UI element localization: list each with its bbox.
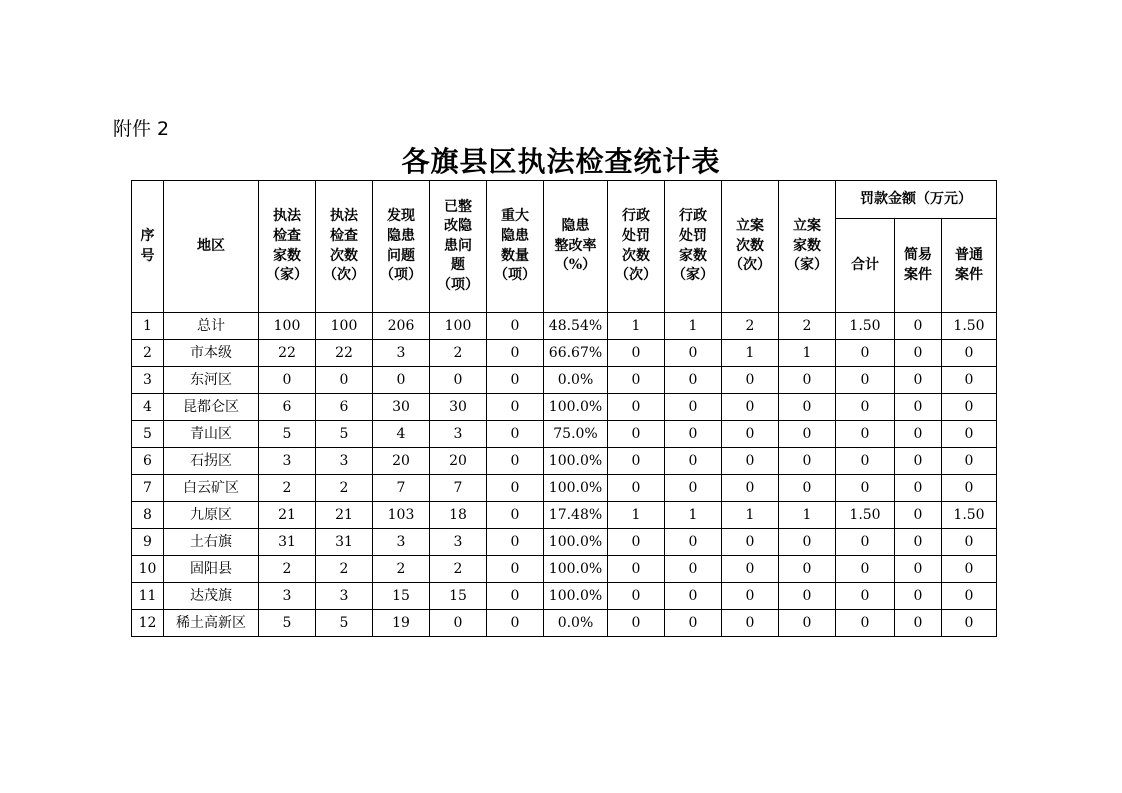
header-hazards-found: 发现 隐患 问题 （项） bbox=[373, 181, 430, 313]
table-row bbox=[132, 583, 997, 610]
cell-seq: 2 bbox=[132, 340, 164, 367]
attachment-label: 附件 2 bbox=[113, 118, 170, 140]
cell-hazards-rectified: 7 bbox=[430, 475, 487, 502]
cell-fine-simple: 0 bbox=[895, 313, 942, 340]
cell-fine-normal: 0 bbox=[942, 340, 997, 367]
cell-inspection-times: 5 bbox=[316, 610, 373, 637]
cell-region: 东河区 bbox=[164, 367, 259, 394]
cell-region: 固阳县 bbox=[164, 556, 259, 583]
cell-penalty-times: 1 bbox=[608, 313, 665, 340]
table-row bbox=[132, 610, 997, 637]
cell-rectify-rate: 100.0% bbox=[544, 475, 608, 502]
cell-fine-total: 0 bbox=[836, 448, 895, 475]
cell-rectify-rate: 17.48% bbox=[544, 502, 608, 529]
table-row bbox=[132, 367, 997, 394]
cell-case-firms: 0 bbox=[779, 610, 836, 637]
cell-hazards-found: 30 bbox=[373, 394, 430, 421]
cell-region: 九原区 bbox=[164, 502, 259, 529]
statistics-table bbox=[131, 180, 997, 637]
cell-inspected-firms: 5 bbox=[259, 421, 316, 448]
cell-fine-total: 0 bbox=[836, 421, 895, 448]
table-row bbox=[132, 313, 997, 340]
cell-case-times: 2 bbox=[722, 313, 779, 340]
table-row bbox=[132, 448, 997, 475]
cell-fine-total: 0 bbox=[836, 475, 895, 502]
cell-inspected-firms: 2 bbox=[259, 475, 316, 502]
cell-inspection-times: 100 bbox=[316, 313, 373, 340]
cell-inspection-times: 3 bbox=[316, 583, 373, 610]
cell-fine-normal: 0 bbox=[942, 610, 997, 637]
cell-penalty-firms: 0 bbox=[665, 367, 722, 394]
cell-hazards-found: 206 bbox=[373, 313, 430, 340]
cell-penalty-times: 0 bbox=[608, 367, 665, 394]
cell-case-firms: 1 bbox=[779, 340, 836, 367]
cell-penalty-firms: 0 bbox=[665, 421, 722, 448]
cell-penalty-firms: 1 bbox=[665, 313, 722, 340]
cell-fine-normal: 0 bbox=[942, 367, 997, 394]
cell-fine-total: 0 bbox=[836, 340, 895, 367]
cell-hazards-rectified: 3 bbox=[430, 529, 487, 556]
cell-hazards-found: 20 bbox=[373, 448, 430, 475]
cell-case-firms: 0 bbox=[779, 367, 836, 394]
cell-rectify-rate: 0.0% bbox=[544, 367, 608, 394]
cell-rectify-rate: 100.0% bbox=[544, 448, 608, 475]
header-penalty-firms: 行政 处罚 家数 （家） bbox=[665, 181, 722, 313]
cell-seq: 1 bbox=[132, 313, 164, 340]
cell-inspected-firms: 3 bbox=[259, 448, 316, 475]
table-row bbox=[132, 529, 997, 556]
cell-case-firms: 0 bbox=[779, 394, 836, 421]
page-title: 各旗县区执法检查统计表 bbox=[401, 145, 721, 178]
cell-fine-simple: 0 bbox=[895, 448, 942, 475]
cell-seq: 10 bbox=[132, 556, 164, 583]
cell-hazards-found: 3 bbox=[373, 340, 430, 367]
cell-case-firms: 0 bbox=[779, 448, 836, 475]
cell-region: 达茂旗 bbox=[164, 583, 259, 610]
cell-major-hazards: 0 bbox=[487, 502, 544, 529]
cell-penalty-times: 1 bbox=[608, 502, 665, 529]
cell-penalty-firms: 0 bbox=[665, 529, 722, 556]
cell-seq: 12 bbox=[132, 610, 164, 637]
cell-penalty-times: 0 bbox=[608, 421, 665, 448]
cell-penalty-firms: 0 bbox=[665, 475, 722, 502]
cell-seq: 5 bbox=[132, 421, 164, 448]
cell-fine-total: 0 bbox=[836, 556, 895, 583]
cell-region: 土右旗 bbox=[164, 529, 259, 556]
cell-fine-total: 0 bbox=[836, 367, 895, 394]
cell-case-times: 0 bbox=[722, 421, 779, 448]
cell-fine-simple: 0 bbox=[895, 394, 942, 421]
cell-case-firms: 0 bbox=[779, 475, 836, 502]
cell-hazards-rectified: 2 bbox=[430, 556, 487, 583]
header-penalty-times: 行政 处罚 次数 （次） bbox=[608, 181, 665, 313]
cell-fine-simple: 0 bbox=[895, 421, 942, 448]
cell-rectify-rate: 0.0% bbox=[544, 610, 608, 637]
cell-inspection-times: 21 bbox=[316, 502, 373, 529]
cell-region: 白云矿区 bbox=[164, 475, 259, 502]
cell-region: 石拐区 bbox=[164, 448, 259, 475]
cell-penalty-firms: 0 bbox=[665, 556, 722, 583]
cell-region: 稀土高新区 bbox=[164, 610, 259, 637]
cell-region: 总计 bbox=[164, 313, 259, 340]
cell-fine-normal: 1.50 bbox=[942, 313, 997, 340]
cell-penalty-times: 0 bbox=[608, 610, 665, 637]
cell-inspection-times: 3 bbox=[316, 448, 373, 475]
cell-major-hazards: 0 bbox=[487, 448, 544, 475]
cell-fine-normal: 1.50 bbox=[942, 502, 997, 529]
cell-case-times: 0 bbox=[722, 556, 779, 583]
cell-major-hazards: 0 bbox=[487, 340, 544, 367]
cell-fine-normal: 0 bbox=[942, 556, 997, 583]
header-case-times: 立案 次数 （次） bbox=[722, 181, 779, 313]
cell-penalty-times: 0 bbox=[608, 394, 665, 421]
cell-rectify-rate: 66.67% bbox=[544, 340, 608, 367]
cell-inspection-times: 2 bbox=[316, 475, 373, 502]
cell-fine-total: 1.50 bbox=[836, 313, 895, 340]
cell-case-times: 0 bbox=[722, 475, 779, 502]
cell-case-firms: 1 bbox=[779, 502, 836, 529]
cell-hazards-rectified: 20 bbox=[430, 448, 487, 475]
cell-region: 市本级 bbox=[164, 340, 259, 367]
cell-major-hazards: 0 bbox=[487, 421, 544, 448]
cell-fine-simple: 0 bbox=[895, 610, 942, 637]
cell-penalty-firms: 0 bbox=[665, 610, 722, 637]
cell-inspection-times: 2 bbox=[316, 556, 373, 583]
cell-case-times: 1 bbox=[722, 340, 779, 367]
cell-hazards-rectified: 2 bbox=[430, 340, 487, 367]
cell-hazards-found: 15 bbox=[373, 583, 430, 610]
cell-inspected-firms: 0 bbox=[259, 367, 316, 394]
cell-seq: 7 bbox=[132, 475, 164, 502]
cell-rectify-rate: 75.0% bbox=[544, 421, 608, 448]
header-inspection-times: 执法 检查 次数 （次） bbox=[316, 181, 373, 313]
cell-major-hazards: 0 bbox=[487, 313, 544, 340]
cell-penalty-times: 0 bbox=[608, 340, 665, 367]
cell-case-firms: 0 bbox=[779, 556, 836, 583]
cell-penalty-times: 0 bbox=[608, 475, 665, 502]
cell-inspection-times: 31 bbox=[316, 529, 373, 556]
cell-rectify-rate: 100.0% bbox=[544, 583, 608, 610]
header-case-firms: 立案 家数 （家） bbox=[779, 181, 836, 313]
cell-fine-normal: 0 bbox=[942, 394, 997, 421]
table-row bbox=[132, 340, 997, 367]
cell-fine-normal: 0 bbox=[942, 421, 997, 448]
cell-major-hazards: 0 bbox=[487, 583, 544, 610]
cell-seq: 8 bbox=[132, 502, 164, 529]
cell-hazards-rectified: 0 bbox=[430, 367, 487, 394]
cell-inspection-times: 5 bbox=[316, 421, 373, 448]
cell-fine-normal: 0 bbox=[942, 529, 997, 556]
cell-inspected-firms: 100 bbox=[259, 313, 316, 340]
header-region: 地区 bbox=[164, 181, 259, 313]
cell-case-times: 0 bbox=[722, 394, 779, 421]
cell-case-firms: 0 bbox=[779, 583, 836, 610]
cell-fine-simple: 0 bbox=[895, 529, 942, 556]
table-row bbox=[132, 475, 997, 502]
header-fine-normal: 普通 案件 bbox=[942, 219, 997, 313]
cell-case-firms: 0 bbox=[779, 421, 836, 448]
cell-major-hazards: 0 bbox=[487, 475, 544, 502]
table-row bbox=[132, 502, 997, 529]
cell-fine-total: 0 bbox=[836, 583, 895, 610]
cell-inspected-firms: 22 bbox=[259, 340, 316, 367]
cell-hazards-found: 4 bbox=[373, 421, 430, 448]
table-header bbox=[132, 181, 997, 313]
header-fine-simple: 简易 案件 bbox=[895, 219, 942, 313]
cell-hazards-rectified: 3 bbox=[430, 421, 487, 448]
table-body bbox=[132, 313, 997, 637]
cell-fine-simple: 0 bbox=[895, 556, 942, 583]
cell-hazards-found: 0 bbox=[373, 367, 430, 394]
cell-case-times: 0 bbox=[722, 583, 779, 610]
cell-major-hazards: 0 bbox=[487, 394, 544, 421]
cell-seq: 11 bbox=[132, 583, 164, 610]
cell-fine-normal: 0 bbox=[942, 448, 997, 475]
cell-inspection-times: 6 bbox=[316, 394, 373, 421]
cell-rectify-rate: 48.54% bbox=[544, 313, 608, 340]
cell-hazards-rectified: 15 bbox=[430, 583, 487, 610]
cell-penalty-firms: 0 bbox=[665, 448, 722, 475]
cell-fine-simple: 0 bbox=[895, 367, 942, 394]
cell-inspected-firms: 6 bbox=[259, 394, 316, 421]
cell-fine-total: 0 bbox=[836, 394, 895, 421]
cell-inspection-times: 0 bbox=[316, 367, 373, 394]
cell-hazards-rectified: 100 bbox=[430, 313, 487, 340]
cell-rectify-rate: 100.0% bbox=[544, 394, 608, 421]
cell-seq: 4 bbox=[132, 394, 164, 421]
cell-fine-total: 1.50 bbox=[836, 502, 895, 529]
cell-case-times: 0 bbox=[722, 610, 779, 637]
cell-seq: 9 bbox=[132, 529, 164, 556]
cell-case-firms: 2 bbox=[779, 313, 836, 340]
cell-penalty-firms: 0 bbox=[665, 340, 722, 367]
cell-major-hazards: 0 bbox=[487, 556, 544, 583]
cell-hazards-rectified: 0 bbox=[430, 610, 487, 637]
cell-penalty-firms: 1 bbox=[665, 502, 722, 529]
cell-hazards-found: 3 bbox=[373, 529, 430, 556]
cell-penalty-firms: 0 bbox=[665, 394, 722, 421]
cell-rectify-rate: 100.0% bbox=[544, 556, 608, 583]
cell-penalty-times: 0 bbox=[608, 448, 665, 475]
cell-inspected-firms: 2 bbox=[259, 556, 316, 583]
cell-fine-simple: 0 bbox=[895, 583, 942, 610]
cell-hazards-rectified: 30 bbox=[430, 394, 487, 421]
cell-case-times: 1 bbox=[722, 502, 779, 529]
cell-fine-normal: 0 bbox=[942, 583, 997, 610]
cell-region: 青山区 bbox=[164, 421, 259, 448]
cell-penalty-times: 0 bbox=[608, 583, 665, 610]
cell-penalty-times: 0 bbox=[608, 529, 665, 556]
cell-inspected-firms: 21 bbox=[259, 502, 316, 529]
cell-fine-total: 0 bbox=[836, 529, 895, 556]
cell-inspected-firms: 5 bbox=[259, 610, 316, 637]
cell-fine-total: 0 bbox=[836, 610, 895, 637]
cell-rectify-rate: 100.0% bbox=[544, 529, 608, 556]
header-rectify-rate: 隐患 整改率 （%） bbox=[544, 181, 608, 313]
cell-seq: 3 bbox=[132, 367, 164, 394]
header-inspected-firms: 执法 检查 家数 （家） bbox=[259, 181, 316, 313]
cell-case-times: 0 bbox=[722, 367, 779, 394]
cell-case-times: 0 bbox=[722, 448, 779, 475]
cell-case-firms: 0 bbox=[779, 529, 836, 556]
cell-hazards-found: 2 bbox=[373, 556, 430, 583]
cell-hazards-found: 7 bbox=[373, 475, 430, 502]
table-row bbox=[132, 421, 997, 448]
cell-hazards-found: 19 bbox=[373, 610, 430, 637]
cell-hazards-rectified: 18 bbox=[430, 502, 487, 529]
header-hazards-rectified: 已整 改隐 患问 题 （项） bbox=[430, 181, 487, 313]
cell-major-hazards: 0 bbox=[487, 367, 544, 394]
cell-inspected-firms: 3 bbox=[259, 583, 316, 610]
cell-seq: 6 bbox=[132, 448, 164, 475]
cell-case-times: 0 bbox=[722, 529, 779, 556]
table-row bbox=[132, 394, 997, 421]
cell-major-hazards: 0 bbox=[487, 610, 544, 637]
header-major-hazards: 重大 隐患 数量 （项） bbox=[487, 181, 544, 313]
header-fine-group: 罚款金额（万元） bbox=[836, 181, 997, 219]
cell-hazards-found: 103 bbox=[373, 502, 430, 529]
cell-major-hazards: 0 bbox=[487, 529, 544, 556]
cell-penalty-firms: 0 bbox=[665, 583, 722, 610]
cell-fine-normal: 0 bbox=[942, 475, 997, 502]
cell-region: 昆都仑区 bbox=[164, 394, 259, 421]
cell-penalty-times: 0 bbox=[608, 556, 665, 583]
cell-inspected-firms: 31 bbox=[259, 529, 316, 556]
cell-fine-simple: 0 bbox=[895, 502, 942, 529]
table-row bbox=[132, 556, 997, 583]
header-seq: 序 号 bbox=[132, 181, 164, 313]
cell-fine-simple: 0 bbox=[895, 475, 942, 502]
header-fine-total: 合计 bbox=[836, 219, 895, 313]
cell-inspection-times: 22 bbox=[316, 340, 373, 367]
cell-fine-simple: 0 bbox=[895, 340, 942, 367]
